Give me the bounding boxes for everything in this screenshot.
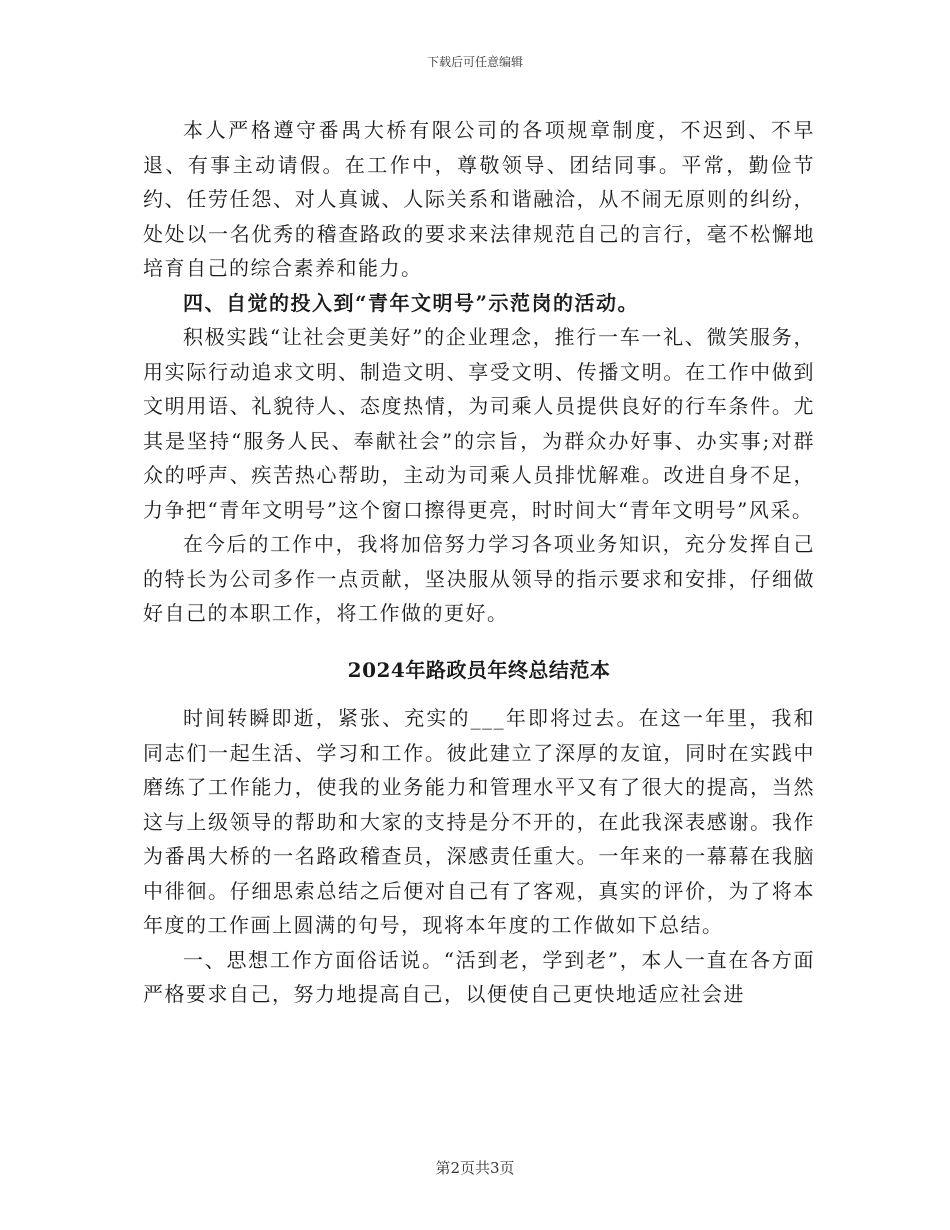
paragraph-future: 在今后的工作中，我将加倍努力学习各项业务知识，充分发挥自己的特长为公司多作一点贡献，坚决服从领导的指示要求和安排，仔细做好自己的本职工作，将工作做的更好。 — [143, 532, 815, 625]
page-header-note: 下载后可任意编辑 — [426, 55, 523, 69]
section-heading-four: 四、自觉的投入到“青年文明号”示范岗的活动。 — [183, 290, 640, 315]
document-title: 2024年路政员年终总结范本 — [347, 657, 611, 682]
paragraph-intro: 时间转瞬即逝，紧张、充实的___年即将过去。在这一年里，我和同志们一起生活、学习和工作。彼此建立了深厚的友谊，同时在实践中磨练了工作能力，使我的业务能力和管理水平又有了很大的提高，当然这与上级领导的帮助和大家的支持是分不开的，在此我深表感谢。我作为番禺大桥的一名路政稽查员，深感责任重大。一年来的一幕幕在我脑中徘徊。仔细思索总结之后便对自己有了客观，真实的评价，为了将本年度的工作画上圆满的句号，现将本年度的工作做如下总结。 — [143, 706, 815, 937]
paragraph-conduct: 本人严格遵守番禺大桥有限公司的各项规章制度，不迟到、不早退、有事主动请假。在工作中，尊敬领导、团结同事。平常，勤俭节约、任劳任怨、对人真诚、人际关系和谐融洽，从不闹无原则的纠纷，处处以一名优秀的稽查路政的要求来法律规范自己的言行，毫不松懈地培育自己的综合素养和能力。 — [143, 118, 815, 280]
page-number-footer: 第2页共3页 — [435, 1159, 515, 1177]
paragraph-ideology: 一、思想工作方面俗话说。“活到老，学到老”，本人一直在各方面严格要求自己，努力地提高自己，以便使自己更快地适应社会进 — [143, 947, 815, 1006]
paragraph-civilization: 积极实践“让社会更美好”的企业理念，推行一车一礼、微笑服务，用实际行动追求文明、制造文明、享受文明、传播文明。在工作中做到文明用语、礼貌待人、态度热情，为司乘人员提供良好的行车条件。尤其是坚持“服务人民、奉献社会”的宗旨，为群众办好事、办实事;对群众的呼声、疾苦热心帮助，主动为司乘人员排忧解难。改进自身不足，力争把“青年文明号”这个窗口擦得更亮，时时间大“青年文明号”风采。 — [143, 325, 815, 522]
document-body — [143, 113, 815, 1012]
